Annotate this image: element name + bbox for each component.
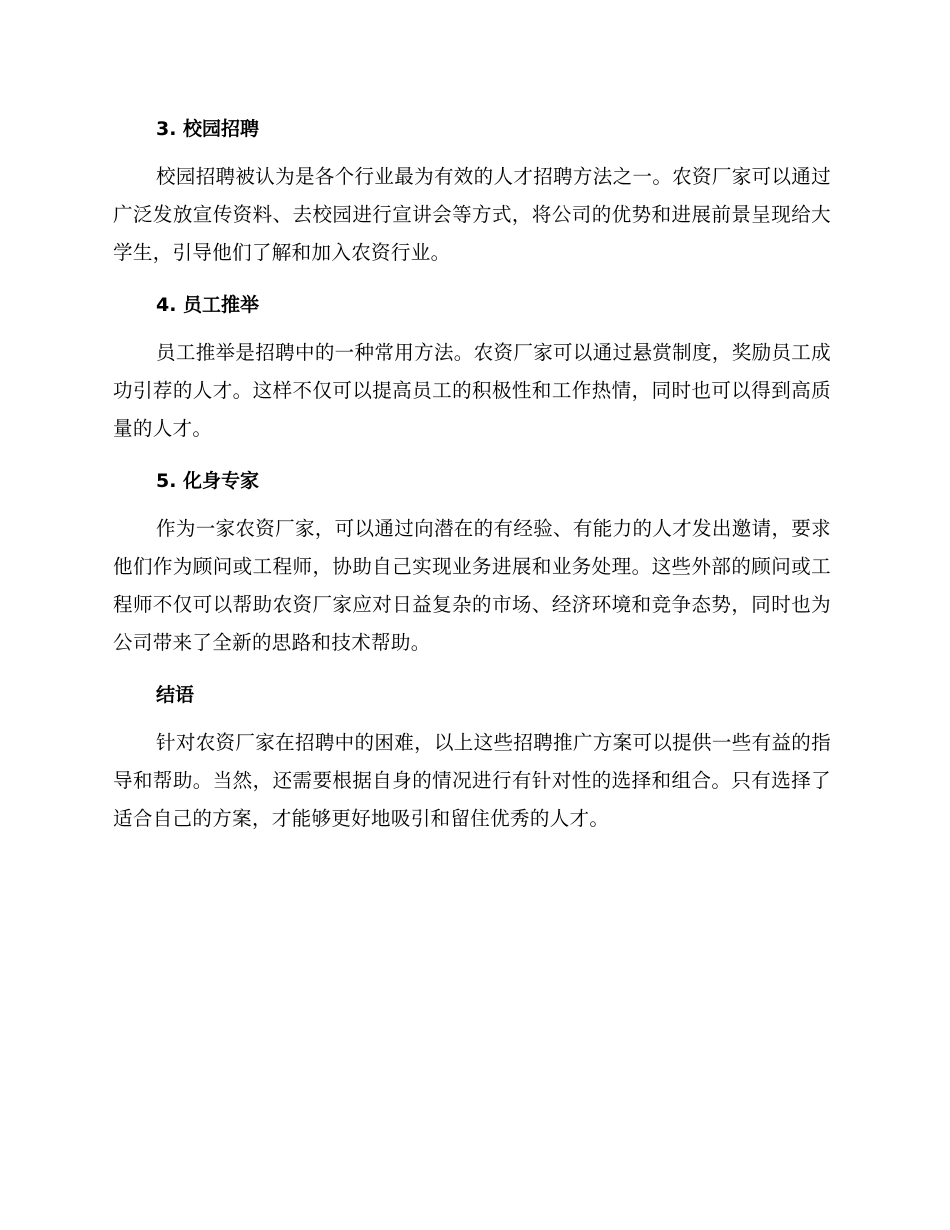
section-paragraph: 作为一家农资厂家，可以通过向潜在的有经验、有能力的人才发出邀请，要求他们作为顾问或工程师，协助自己实现业务进展和业务处理。这些外部的顾问或工程师不仅可以帮助农资厂家应对日益复杂的市场、经济环境和竞争态势，同时也为公司带来了全新的思路和技术帮助。 [113, 517, 831, 654]
section-paragraph: 校园招聘被认为是各个行业最为有效的人才招聘方法之一。农资厂家可以通过广泛发放宣传资料、去校园进行宣讲会等方式，将公司的优势和进展前景呈现给大学生，引导他们了解和加入农资行业。 [113, 165, 831, 264]
document-page [113, 112, 831, 854]
section-become-expert [113, 464, 831, 662]
section-campus-recruitment [113, 112, 831, 272]
section-heading: 4. 员工推举 [156, 294, 260, 316]
section-heading: 5. 化身专家 [156, 470, 260, 492]
section-employee-referral [113, 288, 831, 448]
section-paragraph: 员工推举是招聘中的一种常用方法。农资厂家可以通过悬赏制度，奖励员工成功引荐的人才。这样不仅可以提高员工的积极性和工作热情，同时也可以得到高质量的人才。 [113, 341, 831, 440]
section-paragraph: 针对农资厂家在招聘中的困难，以上这些招聘推广方案可以提供一些有益的指导和帮助。当然，还需要根据自身的情况进行有针对性的选择和组合。只有选择了适合自己的方案，才能够更好地吸引和留住优秀的人才。 [113, 731, 831, 830]
section-heading: 结语 [156, 684, 195, 706]
section-conclusion [113, 678, 831, 838]
section-heading: 3. 校园招聘 [156, 118, 260, 140]
